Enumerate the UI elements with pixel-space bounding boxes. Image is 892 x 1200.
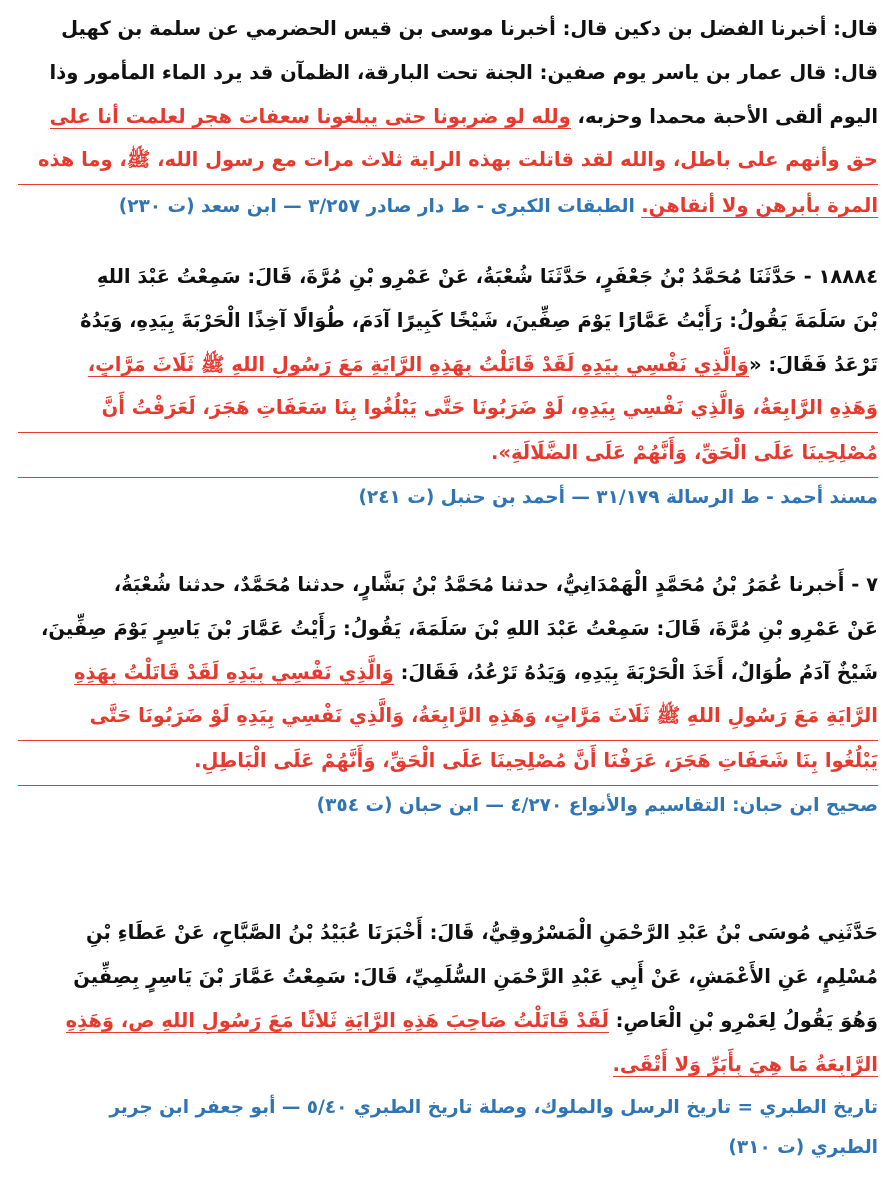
highlighted-quote-line (18, 1044, 878, 1088)
source-citation: تاريخ الطبري = تاريخ الرسل والملوك، وصلة تاريخ الطبري ٥/٤٠ — أبو جعفر ابن جرير (109, 1097, 878, 1118)
ibn-saad-block (18, 8, 878, 229)
tabari-block (18, 912, 878, 1168)
highlighted-quote-line: مُصْلِحِينَا عَلَى الْحَقِّ، وَأَنَّهُمْ عَلَى الضَّلَالَةِ». (18, 433, 878, 478)
highlighted-quote: الرَّابِعَةُ مَا هِيَ بِأَبَرِّ وَلا أَتْقَى. (612, 1053, 878, 1076)
highlighted-quote: وَالَّذِي نَفْسِي بِيَدِهِ لَقَدْ قَاتَلْتُ بِهَذِهِ (74, 661, 394, 684)
source-citation: الطبري (ت ٣١٠) (728, 1137, 878, 1158)
highlighted-quote: وَالَّذِي نَفْسِي بِيَدِهِ لَقَدْ قَاتَلْتُ بِهَذِهِ الرَّايَةِ مَعَ رَسُولِ اللهِ ﷺ ثَلَاثَ مَرَّاتٍ، (87, 353, 749, 376)
highlighted-quote-line: وَهَذِهِ الرَّابِعَةُ، وَالَّذِي نَفْسِي بِيَدِهِ، لَوْ ضَرَبُونَا حَتَّى يَبْلُغُوا بِنَا سَعَفَاتِ هَجَرَ، لَعَرَفْتُ أَنَّ (18, 388, 878, 433)
highlighted-quote: ولله لو ضربونا حتى يبلغونا سعفات هجر لعلمت أنا على (49, 105, 571, 128)
text-line: مُسْلِمٍ، عَنِ الأَعْمَشِ، عَنْ أَبِي عَبْدِ الرَّحْمَنِ السُّلَمِيِّ، قَالَ: سَمِعْتُ عَمَّارَ بْنَ يَاسِرٍ بِصِفِّينَ (73, 965, 878, 988)
text-segment: شَيْخٌ آدَمُ طُوَالٌ، أَخَذَ الْحَرْبَةَ بِيَدِهِ، وَيَدُهُ تَرْعُدُ، فَقَالَ: (393, 661, 878, 684)
highlighted-quote-line: حق وأنهم على باطل، والله لقد قاتلت بهذه الراية ثلاث مرات مع رسول الله، ﷺ، وما هذه (18, 140, 878, 185)
text-segment: اليوم ألقى الأحبة محمدا وحزبه، (570, 105, 878, 128)
text-line: ٧ - أَخبرنا عُمَرُ بْنُ مُحَمَّدٍ الْهَمْدَانِيُّ، حدثنا مُحَمَّدُ بْنُ بَشَّارٍ، حدثنا مُحَمَّدٌ، حدثنا شُعْبَةُ، (113, 573, 878, 596)
source-citation: الطبقات الكبرى - ط دار صادر ٣/٢٥٧ — ابن سعد (ت ٢٣٠) (118, 196, 642, 217)
text-segment: تَرْعَدُ فَقَالَ: « (748, 353, 878, 376)
text-line: عَنْ عَمْرِو بْنِ مُرَّةَ، قَالَ: سَمِعْتُ عَبْدَ اللهِ بْنَ سَلَمَةَ، يَقُولُ: رَأَيْتُ عَمَّارَ بْنَ يَاسِرٍ يَوْمَ صِفِّينَ، (40, 617, 878, 640)
source-citation: صحيح ابن حبان: التقاسيم والأنواع ٤/٢٧٠ — ابن حبان (ت ٣٥٤) (316, 795, 878, 816)
highlighted-quote: لَقَدْ قَاتَلْتُ صَاحِبَ هَذِهِ الرَّايَةِ ثَلاثًا مَعَ رَسُولِ اللهِ ص، وَهَذِهِ (65, 1009, 609, 1032)
musnad-ahmad-block (18, 256, 878, 518)
highlighted-quote-line: يَبْلُغُوا بِنَا شَعَفَاتِ هَجَرَ، عَرَفْنَا أَنَّ مُصْلِحِينَا عَلَى الْحَقِّ، وَأَنَّهُمْ عَلَى الْبَاطِلِ. (18, 741, 878, 786)
text-line: حَدَّثَنِي مُوسَى بْنُ عَبْدِ الرَّحْمَنِ الْمَسْرُوقِيُّ، قَالَ: أَخْبَرَنَا عُبَيْدُ بْنُ الصَّبَّاحِ، عَنْ عَطَاءِ بْنِ (85, 921, 878, 944)
text-line: قال: أخبرنا الفضل بن دكين قال: أخبرنا موسى بن قيس الحضرمي عن سلمة بن كهيل (61, 17, 878, 40)
text-line: ١٨٨٨٤ - حَدَّثَنَا مُحَمَّدُ بْنُ جَعْفَرٍ، حَدَّثَنَا شُعْبَةُ، عَنْ عَمْرِو بْنِ مُرَّةَ، قَالَ: سَمِعْتُ عَبْدَ اللهِ (96, 265, 878, 288)
text-line (18, 96, 878, 140)
text-line (18, 344, 878, 388)
text-segment: وَهُوَ يَقُولُ لِعَمْرِو بْنِ الْعَاصِ: (608, 1009, 878, 1032)
text-line (18, 652, 878, 696)
highlighted-quote-line: الرَّايَةِ مَعَ رَسُولِ اللهِ ﷺ ثَلَاثَ مَرَّاتٍ، وَهَذِهِ الرَّابِعَةُ، وَالَّذِي نَفْسِي بِيَدِهِ لَوْ ضَرَبُونَا حَتَّى (18, 696, 878, 741)
highlighted-quote: المرة بأبرهن ولا أنقاهن. (641, 194, 878, 217)
ibn-hibban-block (18, 564, 878, 826)
text-line: بْنَ سَلَمَةَ يَقُولُ: رَأَيْتُ عَمَّارًا يَوْمَ صِفِّينَ، شَيْخًا كَبِيرًا آدَمَ، طُوَالًا آخِذًا الْحَرْبَةَ بِيَدِهِ، وَيَدُهُ (80, 309, 878, 332)
source-citation: مسند أحمد - ط الرسالة ٣١/١٧٩ — أحمد بن حنبل (ت ٢٤١) (358, 487, 878, 508)
text-line (18, 185, 878, 229)
text-line: قال: قال عمار بن ياسر يوم صفين: الجنة تحت البارقة، الظمآن قد يرد الماء المأمور وذا (49, 61, 878, 84)
text-line (18, 1000, 878, 1044)
